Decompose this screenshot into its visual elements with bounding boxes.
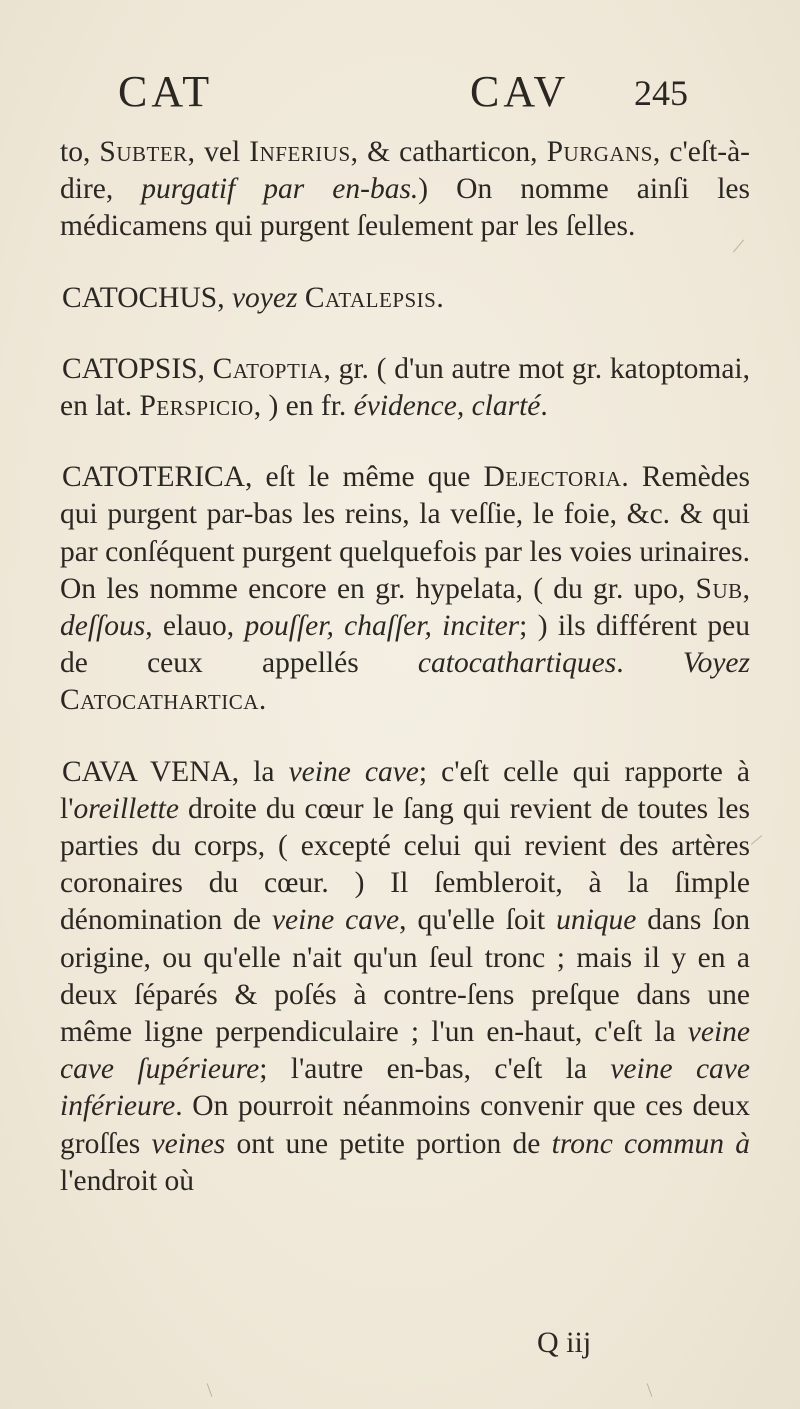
- french-gloss: veine cave inférieure: [60, 1053, 750, 1123]
- text-span: [297, 282, 304, 314]
- cross-reference-target: Catalepsis: [304, 281, 437, 314]
- text-span: , elauo,: [145, 610, 245, 643]
- french-gloss: évidence, clarté: [353, 390, 541, 423]
- text-span: l'endroit où: [60, 1164, 194, 1197]
- main-text: [60, 134, 750, 1200]
- text-span: .: [540, 390, 548, 423]
- latin-term: Inferius: [249, 136, 351, 168]
- cross-reference: Voyez: [682, 647, 750, 680]
- text-span: , gr. ( d'un autre mot gr. katoptomai, en lat.: [60, 352, 751, 423]
- text-span: ont une petite portion de: [225, 1127, 552, 1160]
- page-number: 245: [634, 73, 688, 113]
- entry-catopsis: [60, 351, 750, 425]
- french-gloss: catocathartiques: [417, 647, 617, 680]
- paper-mark: [207, 1383, 213, 1396]
- cross-reference: voyez: [231, 281, 298, 314]
- text-span: .: [436, 281, 444, 314]
- paper-mark: [751, 835, 762, 845]
- latin-term: Subter: [99, 136, 188, 168]
- french-gloss: tronc commun: [551, 1127, 724, 1160]
- text-span: . On pourroit néanmoins convenir que ces deux groſſes: [60, 1090, 750, 1160]
- entry-catoterica: [60, 459, 750, 719]
- latin-term: Perspicio: [139, 390, 254, 423]
- text-span: ) On nomme ainſi les médicamens qui purgent ſeulement par les ſelles.: [60, 173, 750, 243]
- french-gloss: unique: [556, 904, 637, 937]
- text-span: ; c'eſt celle qui rapporte à l': [60, 755, 750, 825]
- text-span: , ) en fr.: [253, 390, 354, 423]
- french-gloss: pouſſer, chaſſer, inciter: [244, 610, 520, 643]
- headword: CATOCHUS,: [62, 281, 232, 314]
- text-span: .: [616, 647, 683, 680]
- entry-cava-vena: [60, 754, 750, 1200]
- text-span: ,: [742, 572, 750, 605]
- headword: CAVA VENA, la: [62, 755, 289, 788]
- paragraph-continuation: [60, 134, 750, 246]
- text-span: [724, 1128, 735, 1160]
- paper-mark: [647, 1383, 653, 1396]
- text-span: , qu'elle ſoit: [399, 904, 557, 937]
- french-gloss: oreillette: [73, 792, 179, 825]
- latin-term: Sub: [695, 572, 743, 605]
- signature-mark: Q iij: [537, 1326, 592, 1359]
- running-head-center: CAV: [470, 67, 570, 116]
- running-head: [118, 66, 688, 116]
- french-gloss: veine cave ſupérieure: [60, 1016, 750, 1086]
- text-span: , & catharticon,: [350, 136, 547, 168]
- french-gloss: veine cave: [288, 755, 419, 788]
- french-gloss: veines: [151, 1127, 226, 1160]
- text-span: .: [258, 684, 267, 717]
- text-span: droite du cœur le ſang qui revient de toutes les parties du corps, ( excepté celui qui revient des artères coronaires du cœur. ) Il ſembleroit, à la ſimple dénomination de: [60, 792, 750, 937]
- latin-term: Dejectoria: [483, 461, 622, 494]
- french-gloss: purgatif par en-bas.: [141, 173, 419, 206]
- entry-catochus: [60, 280, 750, 317]
- text-span: ; l'autre en-bas, c'eſt la: [259, 1053, 611, 1086]
- latin-term: Purgans: [546, 136, 653, 168]
- text-span: , vel: [187, 136, 250, 168]
- french-gloss: veine cave: [271, 904, 400, 937]
- text-span: ; ) ils différent peu de ceux appellés: [60, 610, 750, 680]
- french-gloss: à: [735, 1127, 750, 1160]
- cross-reference-target: Catocathartica: [60, 684, 259, 717]
- headword: CATOPSIS,: [62, 352, 213, 385]
- text-span: to,: [60, 136, 100, 168]
- running-head-left: CAT: [118, 67, 214, 116]
- text-span: . Remèdes qui purgent par-bas les reins, la veſſie, le foie, &c. & qui par conſéquent purgent quelquefois par les voies urinaires. On les nomme encore en gr. hypelata, ( du gr. upo,: [60, 461, 751, 605]
- headword: CATOTERICA, eſt le même que: [62, 461, 484, 494]
- french-gloss: deſſous: [60, 610, 146, 643]
- latin-term: Catoptia: [212, 352, 324, 385]
- text-span: dans ſon origine, ou qu'elle n'ait qu'un ſeul tronc ; mais il y en a deux ſéparés & poſés à contre-ſens preſque dans une même ligne perpendiculaire ; l'un en-haut, c'eſt la: [60, 904, 750, 1049]
- text-span: , c'eſt-à-dire,: [60, 136, 751, 206]
